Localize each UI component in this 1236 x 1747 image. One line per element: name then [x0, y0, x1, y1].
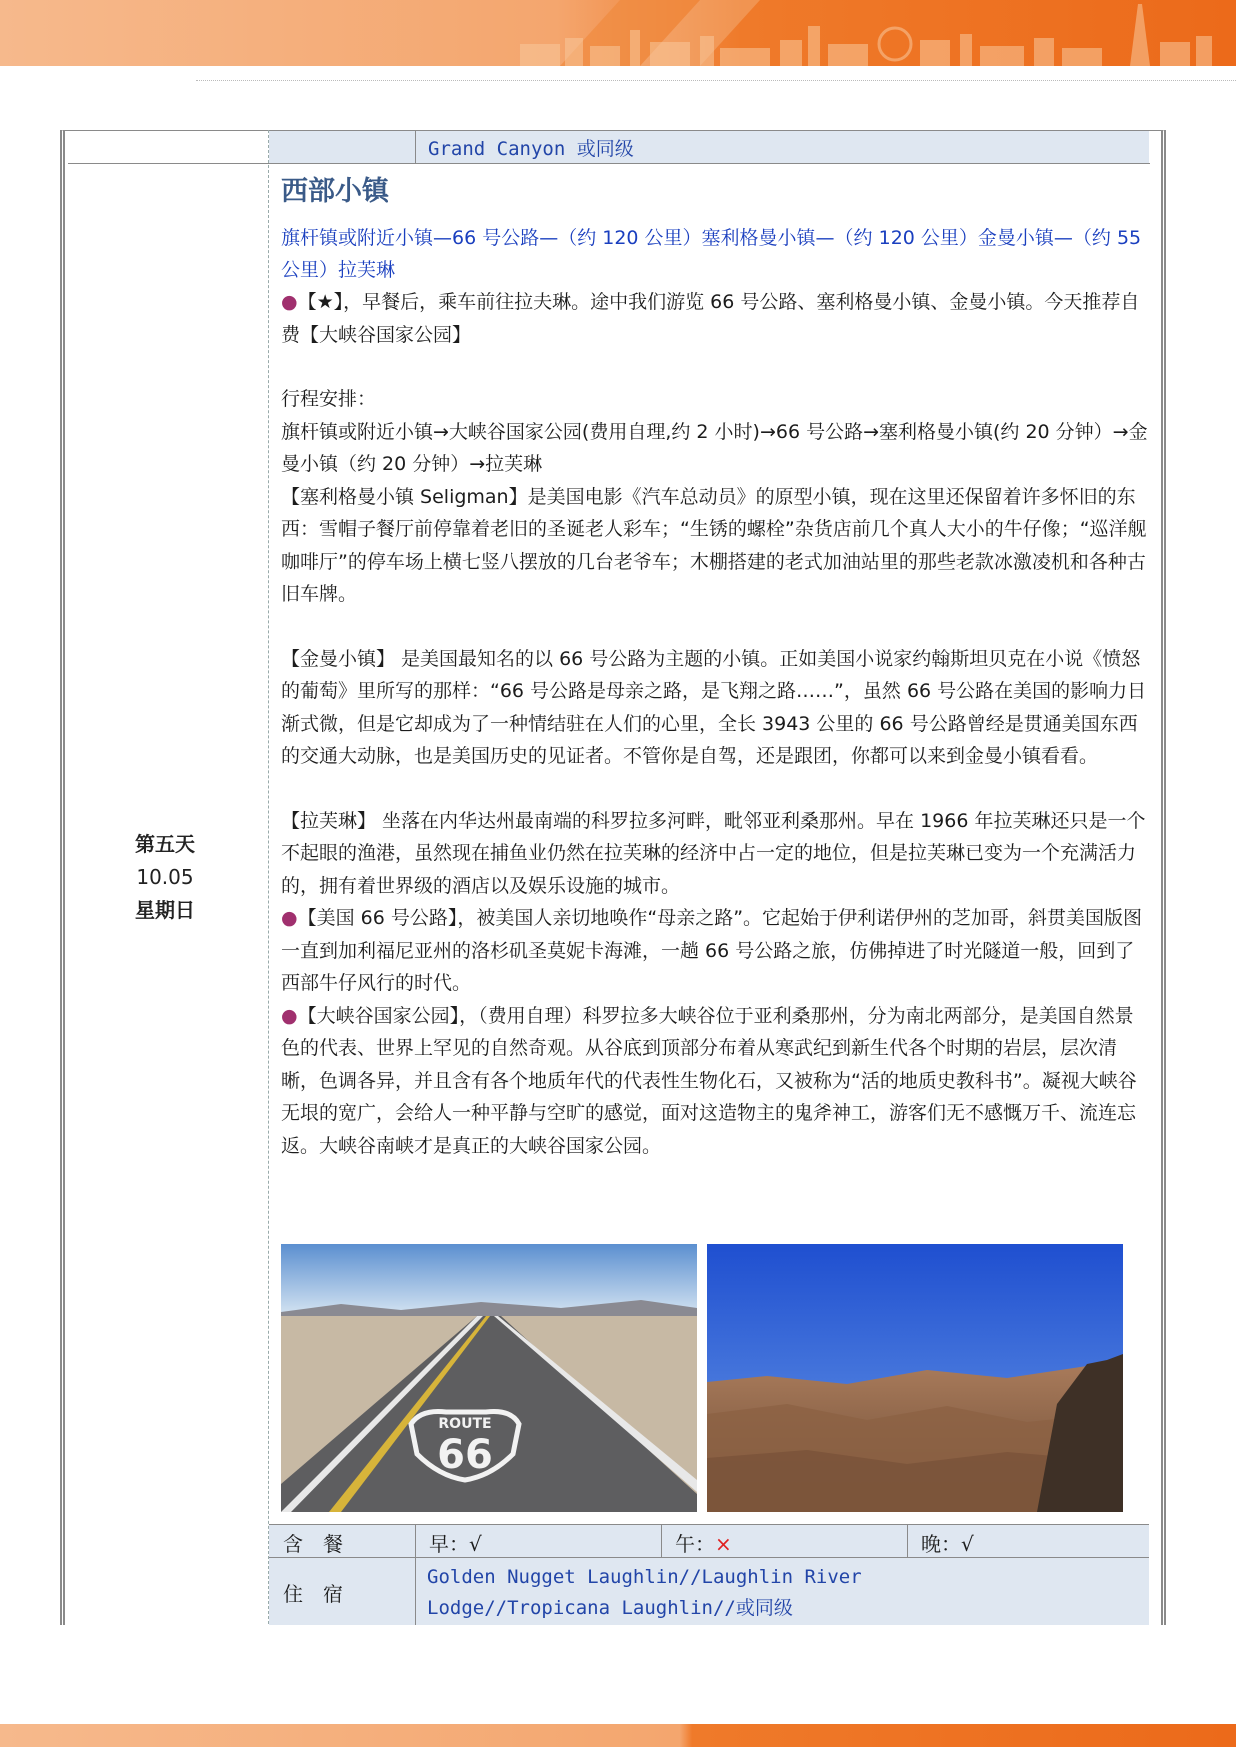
- bullet-icon: ●: [281, 1004, 298, 1027]
- day-weekday: 星期日: [135, 898, 195, 922]
- prev-hotel-divider: [415, 131, 416, 163]
- city-skyline-icon: [0, 0, 1236, 66]
- column-divider: [268, 130, 269, 1624]
- route-text: ROUTE: [438, 1416, 492, 1432]
- lodging-value: Golden Nugget Laughlin//Laughlin River Lodge//Tropicana Laughlin//或同级: [427, 1566, 862, 1619]
- breakfast-value: 早：√: [429, 1532, 482, 1556]
- schedule-heading: 行程安排：: [281, 388, 377, 410]
- day-date: 10.05: [136, 865, 194, 889]
- day-name: 第五天: [135, 832, 195, 856]
- kingman-paragraph: 【金曼小镇】 是美国最知名的以 66 号公路为主题的小镇。正如美国小说家约翰斯坦贝克在小说《愤怒的葡萄》里所写的那样：“66 号公路是母亲之路，是飞翔之路……”，虽然 66 号公路在美国的影响力日渐式微，但是它却成为了一种情结驻在人们的心里，全长 3943 公里的 66 号公路曾经是贯通美国东西的交通大动脉，也是美国历史的见证者。不管你是自驾，还是跟团，你都可以来到金曼小镇看看。: [281, 647, 1147, 767]
- day-content: [281, 172, 1149, 1162]
- page-title: 西部小镇: [281, 176, 389, 207]
- route66-text: 【美国 66 号公路】，被美国人亲切地唤作“母亲之路”。它起始于伊利诺伊州的芝加哥，斜贯美国版图一直到加利福尼亚州的洛杉矶圣莫妮卡海滩，一趟 66 号公路之旅，仿佛掉进了时光隧道一般，回到了西部牛仔风行的时代。: [281, 907, 1143, 994]
- lunch-value: [675, 1528, 732, 1557]
- route-summary: 旗杆镇或附近小镇—66 号公路—（约 120 公里）塞利格曼小镇—（约 120 公里）金曼小镇—（约 55 公里）拉芙琳: [281, 227, 1142, 281]
- meals-label: 含 餐: [283, 1532, 343, 1556]
- photo-strip: [281, 1244, 1123, 1512]
- intro-paragraph: [281, 286, 1149, 351]
- bullet-icon: ●: [281, 291, 298, 313]
- lodging-row: [269, 1557, 1149, 1625]
- lunch-label: 午：: [675, 1532, 715, 1556]
- canyon-paragraph: [281, 1000, 1149, 1163]
- intro-text: 【★】，早餐后，乘车前往拉夫琳。途中我们游览 66 号公路、塞利格曼小镇、金曼小镇。今天推荐自费【大峡谷国家公园】: [281, 291, 1140, 346]
- route66-paragraph: [281, 902, 1149, 1000]
- bullet-icon: ●: [281, 907, 298, 929]
- header-banner: [0, 0, 1236, 66]
- route66-photo: [281, 1244, 697, 1512]
- prev-hotel-text: Grand Canyon 或同级: [428, 138, 634, 160]
- schedule-text: 旗杆镇或附近小镇→大峡谷国家公园(费用自理,约 2 小时)→66 号公路→塞利格曼小镇(约 20 分钟）→金曼小镇（约 20 分钟）→拉芙琳: [281, 420, 1148, 475]
- seligman-paragraph: 【塞利格曼小镇 Seligman】是美国电影《汽车总动员》的原型小镇，现在这里还保留着许多怀旧的东西：雪帽子餐厅前停靠着老旧的圣诞老人彩车；“生锈的螺栓”杂货店前几个真人大小的牛仔像；“巡洋舰咖啡厅”的停车场上横七竖八摆放的几台老爷车；木棚搭建的老式加油站里的那些老款冰激凌机和各种古旧车牌。: [281, 485, 1147, 605]
- lodging-label: 住 宿: [283, 1582, 343, 1606]
- laughlin-paragraph: 【拉芙琳】 坐落在内华达州最南端的科罗拉多河畔，毗邻亚利桑那州。早在 1966 年拉芙琳还只是一个不起眼的渔港，虽然现在捕鱼业仍然在拉芙琳的经济中占一定的地位，但是拉芙琳已变为一个充满活力的，拥有着世界级的酒店以及娱乐设施的城市。: [281, 809, 1146, 897]
- day-label: [90, 828, 240, 927]
- route-66-sign: 66: [437, 1432, 493, 1478]
- meals-row: [269, 1524, 1149, 1558]
- footer-band: [0, 1724, 1236, 1747]
- dinner-value: 晚：√: [921, 1532, 974, 1556]
- canyon-text: 【大峡谷国家公园】，（费用自理）科罗拉多大峡谷位于亚利桑那州，分为南北两部分，是美国自然景色的代表、世界上罕见的自然奇观。从谷底到顶部分布着从寒武纪到新生代各个时期的岩层，层次清晰，色调各异，并且含有各个地质年代的代表性生物化石，又被称为“活的地质史教科书”。凝视大峡谷无垠的宽广，会给人一种平静与空旷的感觉，面对这造物主的鬼斧神工，游客们无不感慨万千、流连忘返。大峡谷南峡才是真正的大峡谷国家公园。: [281, 1004, 1137, 1157]
- cross-icon: ×: [715, 1532, 732, 1556]
- header-divider: [196, 80, 1236, 81]
- grand-canyon-photo: [707, 1244, 1123, 1512]
